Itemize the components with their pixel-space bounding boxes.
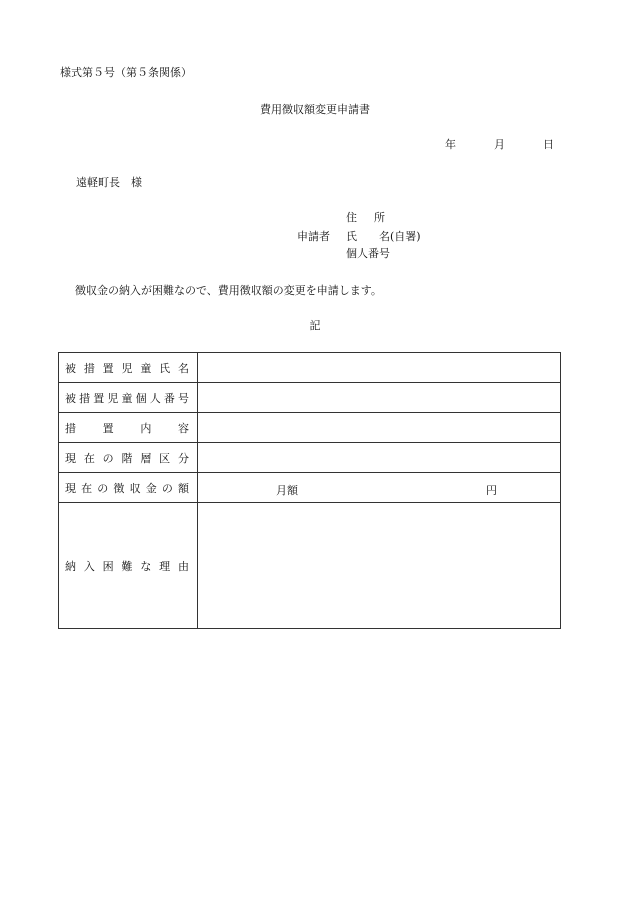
table-row	[59, 473, 561, 503]
monthly-label: 月額	[276, 484, 298, 497]
applicant-name-label: 氏 名(自署)	[346, 230, 421, 243]
form-number: 様式第５号（第５条関係）	[60, 66, 192, 79]
row-label-measure-content: 措置内容	[59, 413, 198, 443]
table-row	[59, 443, 561, 473]
table-row	[59, 413, 561, 443]
measure-content-field[interactable]	[198, 413, 561, 443]
row-label-current-amount: 現在の徴収金の額	[59, 473, 198, 503]
ki-heading: 記	[309, 319, 321, 332]
child-name-field[interactable]	[198, 353, 561, 383]
table-row	[59, 353, 561, 383]
row-label-current-tier: 現在の階層区分	[59, 443, 198, 473]
child-my-number-field[interactable]	[198, 383, 561, 413]
reason-field[interactable]	[198, 503, 561, 629]
date-year-label: 年	[445, 138, 456, 151]
current-tier-field[interactable]	[198, 443, 561, 473]
document-title: 費用徴収額変更申請書	[260, 103, 370, 116]
date-month-label: 月	[494, 138, 505, 151]
yen-label: 円	[486, 484, 497, 497]
detail-table	[58, 352, 561, 629]
applicant-role-label: 申請者	[297, 230, 330, 243]
request-statement: 徴収金の納入が困難なので、費用徴収額の変更を申請します。	[75, 284, 382, 297]
row-label-child-my-number: 被措置児童個人番号	[59, 383, 198, 413]
addressee: 遠軽町長 様	[76, 176, 142, 189]
current-amount-field[interactable]	[198, 473, 561, 503]
table-row	[59, 503, 561, 629]
table-row	[59, 383, 561, 413]
row-label-child-name: 被措置児童氏名	[59, 353, 198, 383]
applicant-address-label: 住所	[346, 211, 402, 224]
date-day-label: 日	[543, 138, 554, 151]
applicant-my-number-label: 個人番号	[346, 247, 390, 260]
row-label-reason: 納入困難な理由	[59, 503, 198, 629]
